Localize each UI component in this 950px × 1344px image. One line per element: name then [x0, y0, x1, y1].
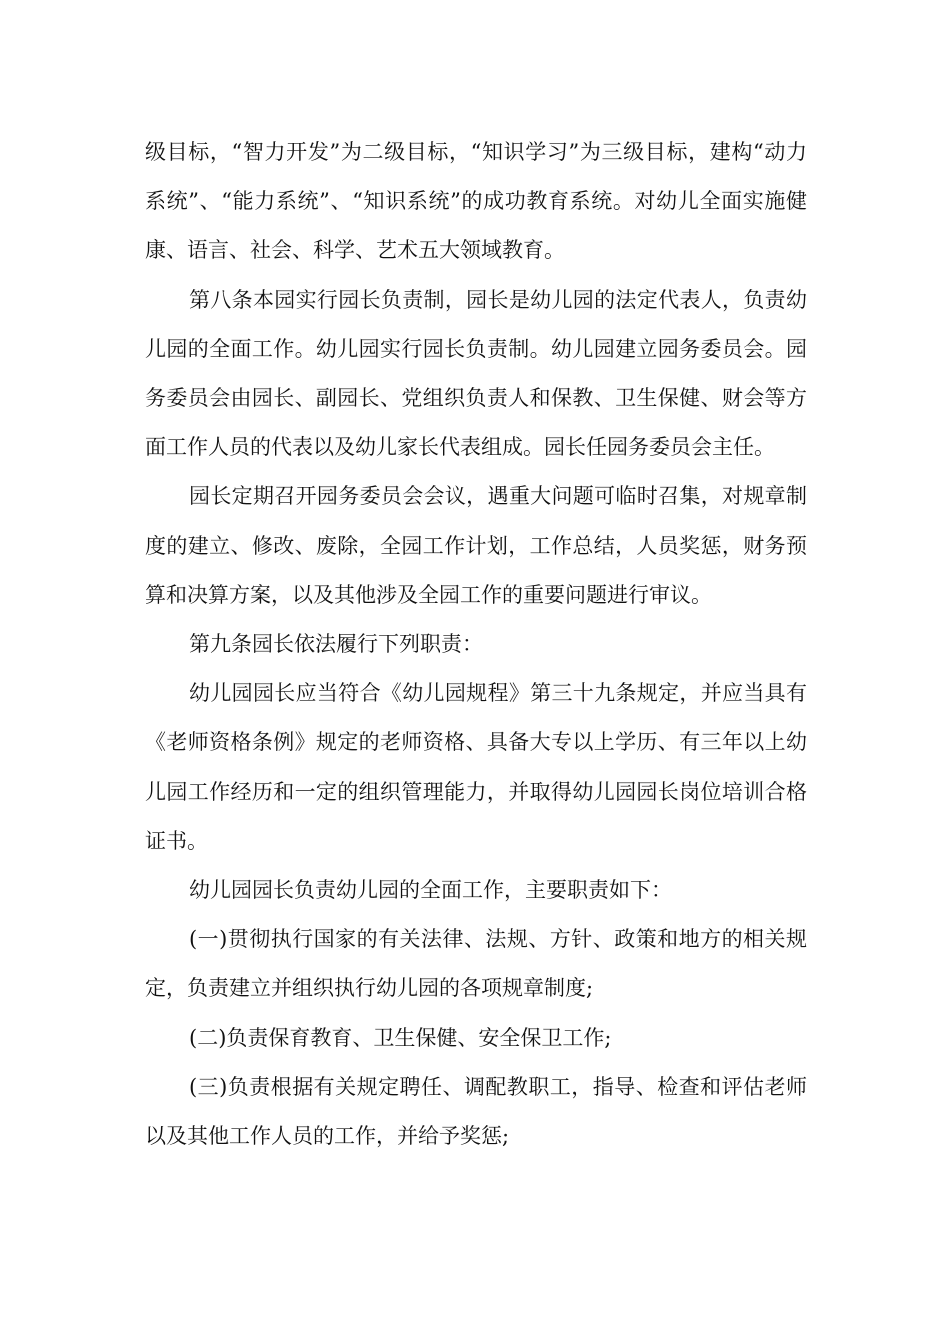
paragraph-goals: 级目标，“智力开发”为二级目标，“知识学习”为三级目标，建构“动力系统”、“能力系统”、“知识系统”的成功教育系统。对幼儿全面实施健康、语言、社会、科学、艺术五大领域教育。 [145, 140, 807, 263]
paragraph-principal-qualifications: 幼儿园园长应当符合《幼儿园规程》第三十九条规定，并应当具有《老师资格条例》规定的老师资格、具备大专以上学历、有三年以上幼儿园工作经历和一定的组织管理能力，并取得幼儿园园长岗位培训合格证书。 [145, 681, 807, 853]
paragraph-article-9: 第九条园长依法履行下列职责： [189, 632, 483, 657]
paragraph-article-8: 第八条本园实行园长负责制，园长是幼儿园的法定代表人，负责幼儿园的全面工作。幼儿园实行园长负责制。幼儿园建立园务委员会。园务委员会由园长、副园长、党组织负责人和保教、卫生保健、财会等方面工作人员的代表以及幼儿家长代表组成。园长任园务委员会主任。 [145, 287, 807, 460]
document-body [145, 128, 807, 1161]
paragraph-principal-duties-intro: 幼儿园园长负责幼儿园的全面工作，主要职责如下： [189, 878, 672, 903]
paragraph-duty-2: (二)负责保育教育、卫生保健、安全保卫工作; [189, 1025, 612, 1050]
paragraph-duty-1: (一)贯彻执行国家的有关法律、法规、方针、政策和地方的相关规定，负责建立并组织执行幼儿园的各项规章制度; [145, 927, 807, 1001]
paragraph-duty-3: (三)负责根据有关规定聘任、调配教职工，指导、检查和评估老师以及其他工作人员的工作，并给予奖惩; [145, 1074, 807, 1149]
paragraph-committee-meeting: 园长定期召开园务委员会会议，遇重大问题可临时召集，对规章制度的建立、修改、废除，全园工作计划，工作总结，人员奖惩，财务预算和决算方案，以及其他涉及全园工作的重要问题进行审议。 [145, 484, 807, 607]
